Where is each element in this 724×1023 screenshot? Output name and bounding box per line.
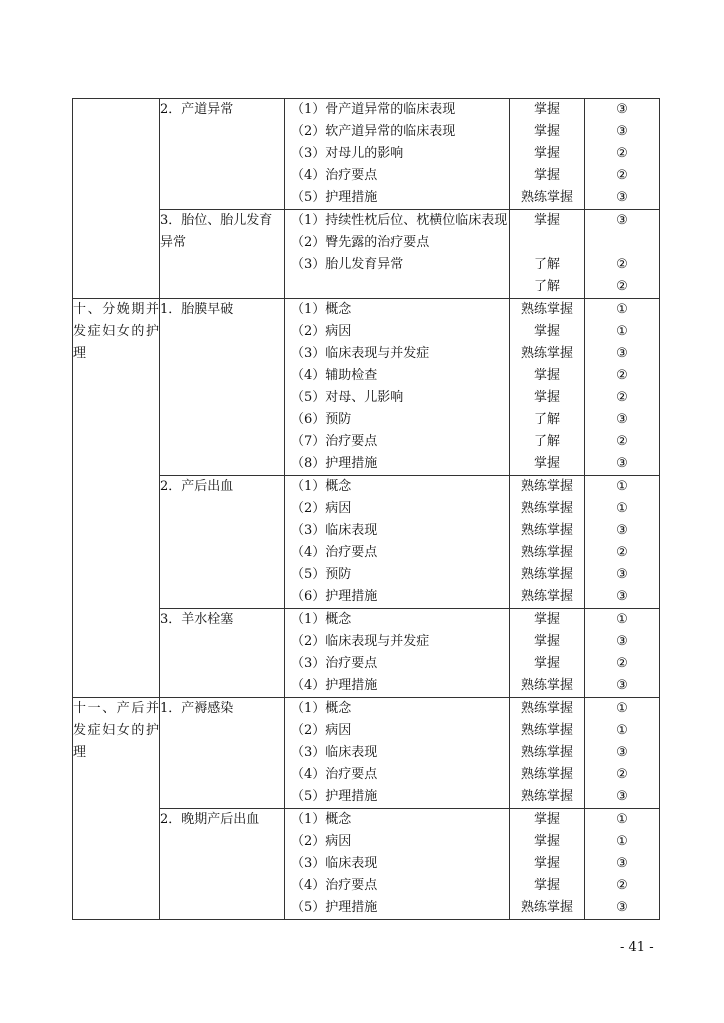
requirement-level: 熟练掌握 [520,545,573,560]
requirement-level: 熟练掌握 [520,745,573,760]
requirement-level: 掌握 [533,612,560,627]
requirement-level-cell [510,99,585,210]
table-row [73,299,660,476]
requirement-level: 掌握 [533,102,560,117]
reference-mark: ① [616,612,628,627]
section-topic: 十一、产后并发症妇女的护理 [73,698,160,920]
content-item: （1）概念 [291,302,352,317]
reference-cell [585,809,660,920]
reference-mark: ② [616,146,628,161]
requirement-level-cell [510,698,585,809]
reference-mark: ② [616,767,628,782]
content-item: （1）持续性枕后位、枕横位临床表现 [291,213,508,228]
requirement-level: 熟练掌握 [520,900,573,915]
content-item: （1）概念 [291,612,352,627]
content-item: （4）治疗要点 [291,767,378,782]
requirement-level: 掌握 [533,324,560,339]
reference-mark: ③ [616,213,628,228]
sub-unit-title: 2．产后出血 [160,476,285,609]
reference-mark: ③ [616,745,628,760]
content-item: （1）概念 [291,479,352,494]
content-cell [285,99,510,210]
requirement-level: 掌握 [533,878,560,893]
content-item: （1）概念 [291,701,352,716]
reference-mark: ③ [616,567,628,582]
requirement-level: 掌握 [533,656,560,671]
requirement-level: 熟练掌握 [520,302,573,317]
page-number: - 41 - [620,940,654,955]
syllabus-body [73,99,660,920]
content-cell [285,698,510,809]
content-item: （8）护理措施 [291,456,378,471]
requirement-level: 掌握 [533,634,560,649]
requirement-level: 掌握 [533,456,560,471]
reference-mark: ③ [616,346,628,361]
requirement-level: 掌握 [533,146,560,161]
requirement-level-cell [510,609,585,698]
reference-mark: ③ [616,678,628,693]
section-topic: 十、分娩期并发症妇女的护理 [73,299,160,698]
requirement-level: 掌握 [533,856,560,871]
sub-unit-title: 2．产道异常 [160,99,285,210]
reference-cell [585,609,660,698]
reference-mark: ② [616,878,628,893]
content-cell [285,609,510,698]
requirement-level: 熟练掌握 [520,789,573,804]
requirement-level: 掌握 [533,368,560,383]
reference-mark: ① [616,812,628,827]
requirement-level: 掌握 [533,213,560,228]
content-cell [285,476,510,609]
reference-mark: ① [616,723,628,738]
content-item: （3）治疗要点 [291,656,378,671]
content-item: （4）护理措施 [291,678,378,693]
reference-mark: ③ [616,589,628,604]
content-item: （5）对母、儿影响 [291,390,404,405]
content-item: （3）临床表现 [291,745,378,760]
requirement-level: 掌握 [533,812,560,827]
requirement-level-cell [510,210,585,299]
spacer [510,232,584,254]
table-row [73,809,660,920]
requirement-level: 掌握 [533,834,560,849]
content-item: （4）辅助检查 [291,368,378,383]
content-item: （3）临床表现 [291,856,378,871]
content-item: （2）病因 [291,501,352,516]
requirement-level: 熟练掌握 [520,701,573,716]
requirement-level: 熟练掌握 [520,723,573,738]
requirement-level: 熟练掌握 [520,523,573,538]
requirement-level: 熟练掌握 [520,589,573,604]
reference-mark: ③ [616,102,628,117]
content-item: （2）病因 [291,723,352,738]
reference-mark: ② [616,390,628,405]
content-item: （2）臀先露的治疗要点 [291,235,430,250]
requirement-level: 掌握 [533,390,560,405]
requirement-level: 了解 [533,434,560,449]
requirement-level-cell [510,809,585,920]
content-item: （3）胎儿发育异常 [291,257,404,272]
reference-mark: ② [616,434,628,449]
requirement-level: 掌握 [533,124,560,139]
sub-unit-title: 1．产褥感染 [160,698,285,809]
table-row [73,99,660,210]
content-item: （2）病因 [291,324,352,339]
reference-mark: ③ [616,856,628,871]
requirement-level: 熟练掌握 [520,767,573,782]
reference-mark: ① [616,479,628,494]
reference-mark: ③ [616,412,628,427]
requirement-level: 熟练掌握 [520,678,573,693]
requirement-level: 熟练掌握 [520,501,573,516]
reference-cell [585,476,660,609]
content-item: （3）临床表现与并发症 [291,346,430,361]
content-item: （1）概念 [291,812,352,827]
content-item: （5）预防 [291,567,352,582]
content-item: （4）治疗要点 [291,545,378,560]
reference-mark: ② [616,279,628,294]
reference-mark: ① [616,834,628,849]
requirement-level-cell [510,476,585,609]
requirement-level: 了解 [533,257,560,272]
reference-mark: ① [616,701,628,716]
reference-mark: ③ [616,190,628,205]
content-item: （2）临床表现与并发症 [291,634,430,649]
table-row [73,698,660,809]
content-item: （5）护理措施 [291,789,378,804]
content-cell [285,210,510,299]
table-row [73,476,660,609]
syllabus-table [72,98,660,920]
content-item: （5）护理措施 [291,900,378,915]
content-item: （6）预防 [291,412,352,427]
reference-mark: ② [616,168,628,183]
reference-mark: ③ [616,124,628,139]
content-item: （2）软产道异常的临床表现 [291,124,456,139]
sub-unit-title: 1．胎膜早破 [160,299,285,476]
reference-mark: ③ [616,634,628,649]
content-item: （4）治疗要点 [291,878,378,893]
sub-unit-title: 3．胎位、胎儿发育异常 [160,210,285,299]
table-row [73,210,660,299]
reference-mark: ② [616,257,628,272]
requirement-level: 熟练掌握 [520,190,573,205]
reference-mark: ① [616,501,628,516]
requirement-level: 了解 [533,412,560,427]
requirement-level: 了解 [533,279,560,294]
requirement-level: 熟练掌握 [520,567,573,582]
content-cell [285,299,510,476]
reference-cell [585,210,660,299]
reference-mark: ③ [616,456,628,471]
content-item: （3）临床表现 [291,523,378,538]
reference-mark: ③ [616,523,628,538]
requirement-level: 熟练掌握 [520,346,573,361]
sub-unit-title: 3．羊水栓塞 [160,609,285,698]
content-cell [285,809,510,920]
reference-cell [585,99,660,210]
reference-mark: ② [616,545,628,560]
reference-cell [585,698,660,809]
content-item: （1）骨产道异常的临床表现 [291,102,456,117]
content-item: （2）病因 [291,834,352,849]
reference-mark: ② [616,368,628,383]
reference-cell [585,299,660,476]
content-item: （5）护理措施 [291,190,378,205]
content-item: （7）治疗要点 [291,434,378,449]
requirement-level-cell [510,299,585,476]
section-topic [73,99,160,299]
content-item: （6）护理措施 [291,589,378,604]
reference-mark: ③ [616,789,628,804]
reference-mark: ① [616,324,628,339]
table-row [73,609,660,698]
content-item: （4）治疗要点 [291,168,378,183]
reference-mark: ③ [616,900,628,915]
reference-mark: ② [616,656,628,671]
requirement-level: 掌握 [533,168,560,183]
spacer [585,232,659,254]
requirement-level: 熟练掌握 [520,479,573,494]
content-item: （3）对母儿的影响 [291,146,404,161]
reference-mark: ① [616,302,628,317]
sub-unit-title: 2．晚期产后出血 [160,809,285,920]
